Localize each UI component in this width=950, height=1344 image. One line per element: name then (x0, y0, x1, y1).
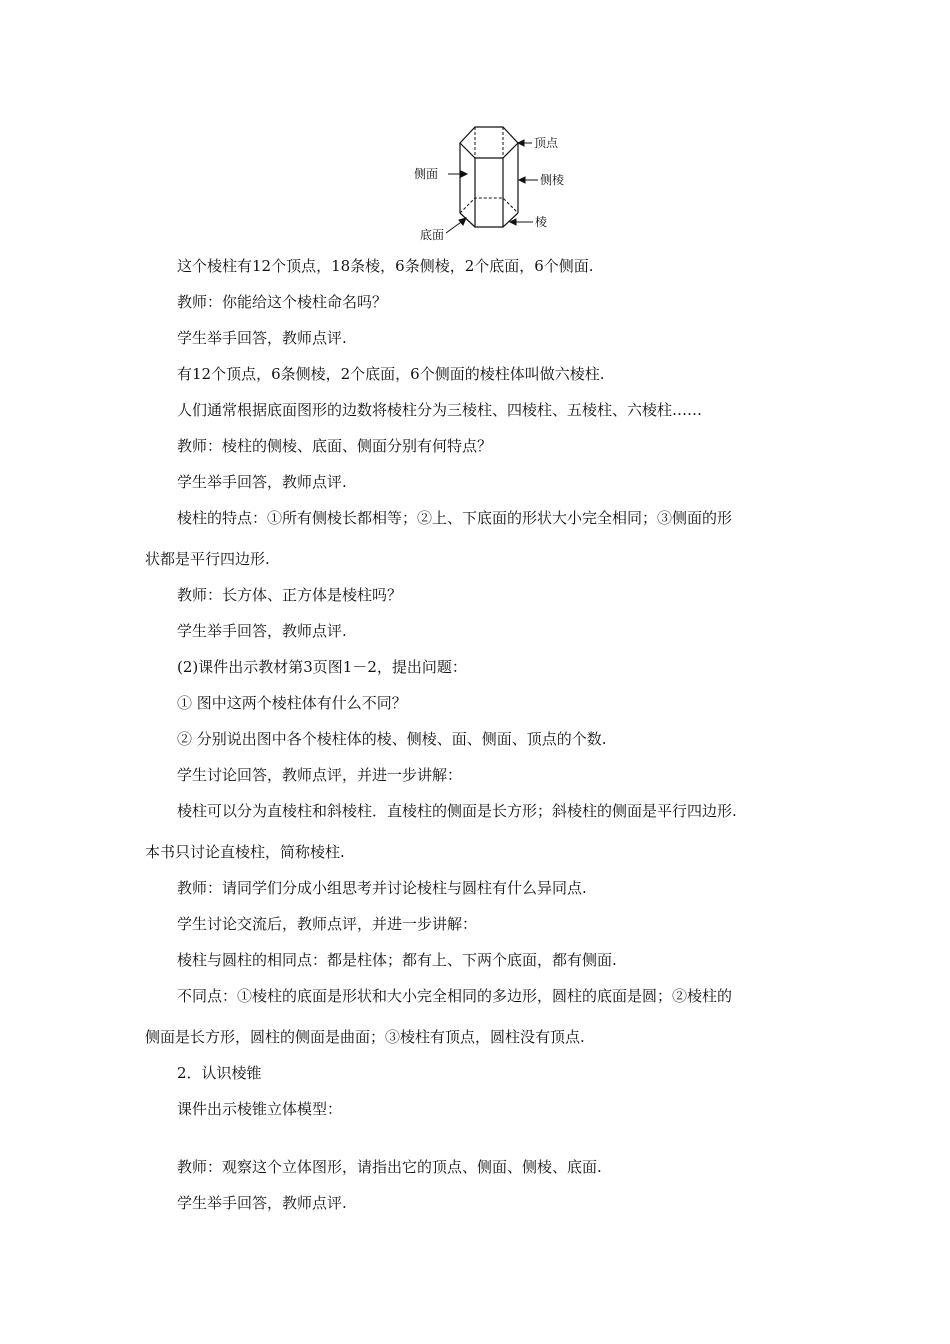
label-side-face: 侧面 (414, 167, 439, 181)
paragraph: 学生举手回答，教师点评. (177, 1194, 347, 1212)
paragraph: 课件出示棱锥立体模型： (177, 1100, 343, 1118)
hexagonal-prism-figure (400, 118, 590, 244)
paragraph: 学生举手回答，教师点评. (177, 329, 347, 347)
label-base: 底面 (420, 228, 445, 242)
question-item: ② 分别说出图中各个棱柱体的棱、侧棱、面、侧面、顶点的个数. (177, 730, 607, 748)
paragraph: 棱柱可以分为直棱柱和斜棱柱．直棱柱的侧面是长方形；斜棱柱的侧面是平行四边形. (177, 802, 737, 820)
paragraph: 教师：观察这个立体图形，请指出它的顶点、侧面、侧棱、底面. (177, 1158, 602, 1176)
paragraph-continued: 本书只讨论直棱柱，简称棱柱. (145, 843, 345, 861)
paragraph: 学生讨论回答，教师点评，并进一步讲解： (177, 766, 463, 784)
paragraph: 不同点：①棱柱的底面是形状和大小完全相同的多边形，圆柱的底面是圆；②棱柱的 (177, 987, 733, 1005)
paragraph: 棱柱与圆柱的相同点：都是柱体；都有上、下两个底面，都有侧面. (177, 951, 617, 969)
paragraph: 学生举手回答，教师点评. (177, 473, 347, 491)
hexagonal-prism-diagram (400, 118, 590, 244)
paragraph: 棱柱的特点：①所有侧棱长都相等；②上、下底面的形状大小完全相同；③侧面的形 (177, 509, 733, 527)
label-edge: 棱 (535, 215, 548, 229)
paragraph: 教师：请同学们分成小组思考并讨论棱柱与圆柱有什么异同点. (177, 879, 587, 897)
section-heading: 2．认识棱锥 (177, 1064, 262, 1082)
paragraph: 学生举手回答，教师点评. (177, 622, 347, 640)
paragraph: 人们通常根据底面图形的边数将棱柱分为三棱柱、四棱柱、五棱柱、六棱柱…… (177, 401, 703, 419)
paragraph: 这个棱柱有12个顶点，18条棱，6条侧棱，2个底面，6个侧面. (177, 257, 594, 275)
paragraph: 有12个顶点，6条侧棱，2个底面，6个侧面的棱柱体叫做六棱柱. (177, 365, 605, 383)
body-text (145, 250, 810, 1213)
paragraph: (2)课件出示教材第3页图1－2，提出问题： (177, 658, 467, 676)
paragraph-continued: 状都是平行四边形. (145, 550, 270, 568)
label-vertex: 顶点 (534, 136, 559, 150)
question-item: ① 图中这两个棱柱体有什么不同？ (177, 694, 407, 712)
paragraph: 教师：长方体、正方体是棱柱吗？ (177, 586, 403, 604)
label-lateral-edge: 侧棱 (540, 173, 565, 187)
paragraph: 学生讨论交流后，教师点评，并进一步讲解： (177, 915, 478, 933)
paragraph: 教师：你能给这个棱柱命名吗？ (177, 293, 388, 311)
paragraph-continued: 侧面是长方形，圆柱的侧面是曲面；③棱柱有顶点，圆柱没有顶点. (145, 1028, 585, 1046)
paragraph: 教师：棱柱的侧棱、底面、侧面分别有何特点？ (177, 437, 493, 455)
